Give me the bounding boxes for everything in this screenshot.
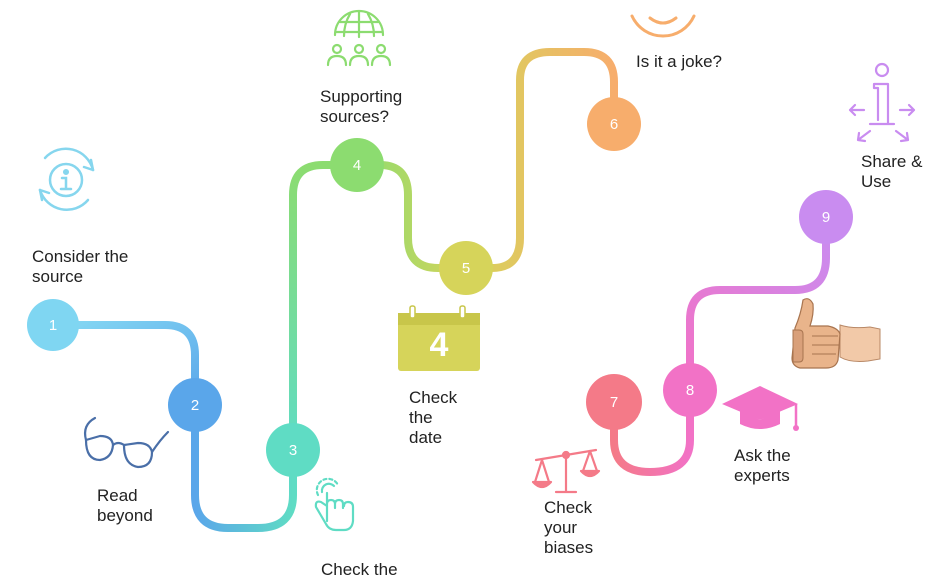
step-node-4: [330, 138, 384, 192]
step-number-6: 6: [609, 115, 619, 133]
pointing-hand-icon: [316, 479, 353, 530]
step-node-6: [587, 97, 641, 151]
step-node-1: [27, 299, 79, 351]
step-number-7: 7: [609, 393, 619, 411]
step-number-1: 1: [48, 316, 58, 334]
scales-icon: [533, 450, 599, 492]
info-cycle-icon: [40, 149, 93, 210]
thumbs-up-icon: [792, 299, 880, 368]
info-share-icon: [850, 64, 914, 141]
step-number-2: 2: [190, 396, 200, 414]
step-number-5: 5: [461, 259, 471, 277]
roadmap-path: [53, 52, 826, 528]
step-label-9: Share & Use: [861, 152, 923, 191]
step-number-3: 3: [288, 441, 298, 459]
step-label-4: Supporting sources?: [320, 87, 403, 126]
path-segment-5-6: [466, 52, 614, 268]
step-node-5: [439, 241, 493, 295]
glasses-icon: [85, 418, 168, 467]
step-node-8: [663, 363, 717, 417]
step-label-8: Ask the experts: [734, 446, 791, 485]
globe-people-icon: [328, 11, 390, 65]
step-node-9: [799, 190, 853, 244]
step-label-3: Check the: [321, 560, 398, 579]
step-label-1: Consider the source: [32, 247, 129, 286]
calendar-icon: [398, 306, 480, 371]
calendar-day-number: 4: [429, 326, 449, 364]
step-number-8: 8: [685, 381, 695, 399]
step-label-7: Check your biases: [544, 498, 594, 557]
path-segment-3-4: [293, 165, 357, 450]
smile-icon: [632, 16, 694, 36]
step-label-6: Is it a joke?: [636, 52, 722, 71]
step-node-7: [586, 374, 642, 430]
step-label-2: Read beyond: [97, 486, 153, 525]
graduation-cap-icon: [722, 386, 799, 431]
step-node-2: [168, 378, 222, 432]
step-number-4: 4: [352, 156, 362, 174]
step-number-9: 9: [821, 208, 831, 226]
step-label-5: Check the date: [409, 388, 458, 447]
step-node-3: [266, 423, 320, 477]
